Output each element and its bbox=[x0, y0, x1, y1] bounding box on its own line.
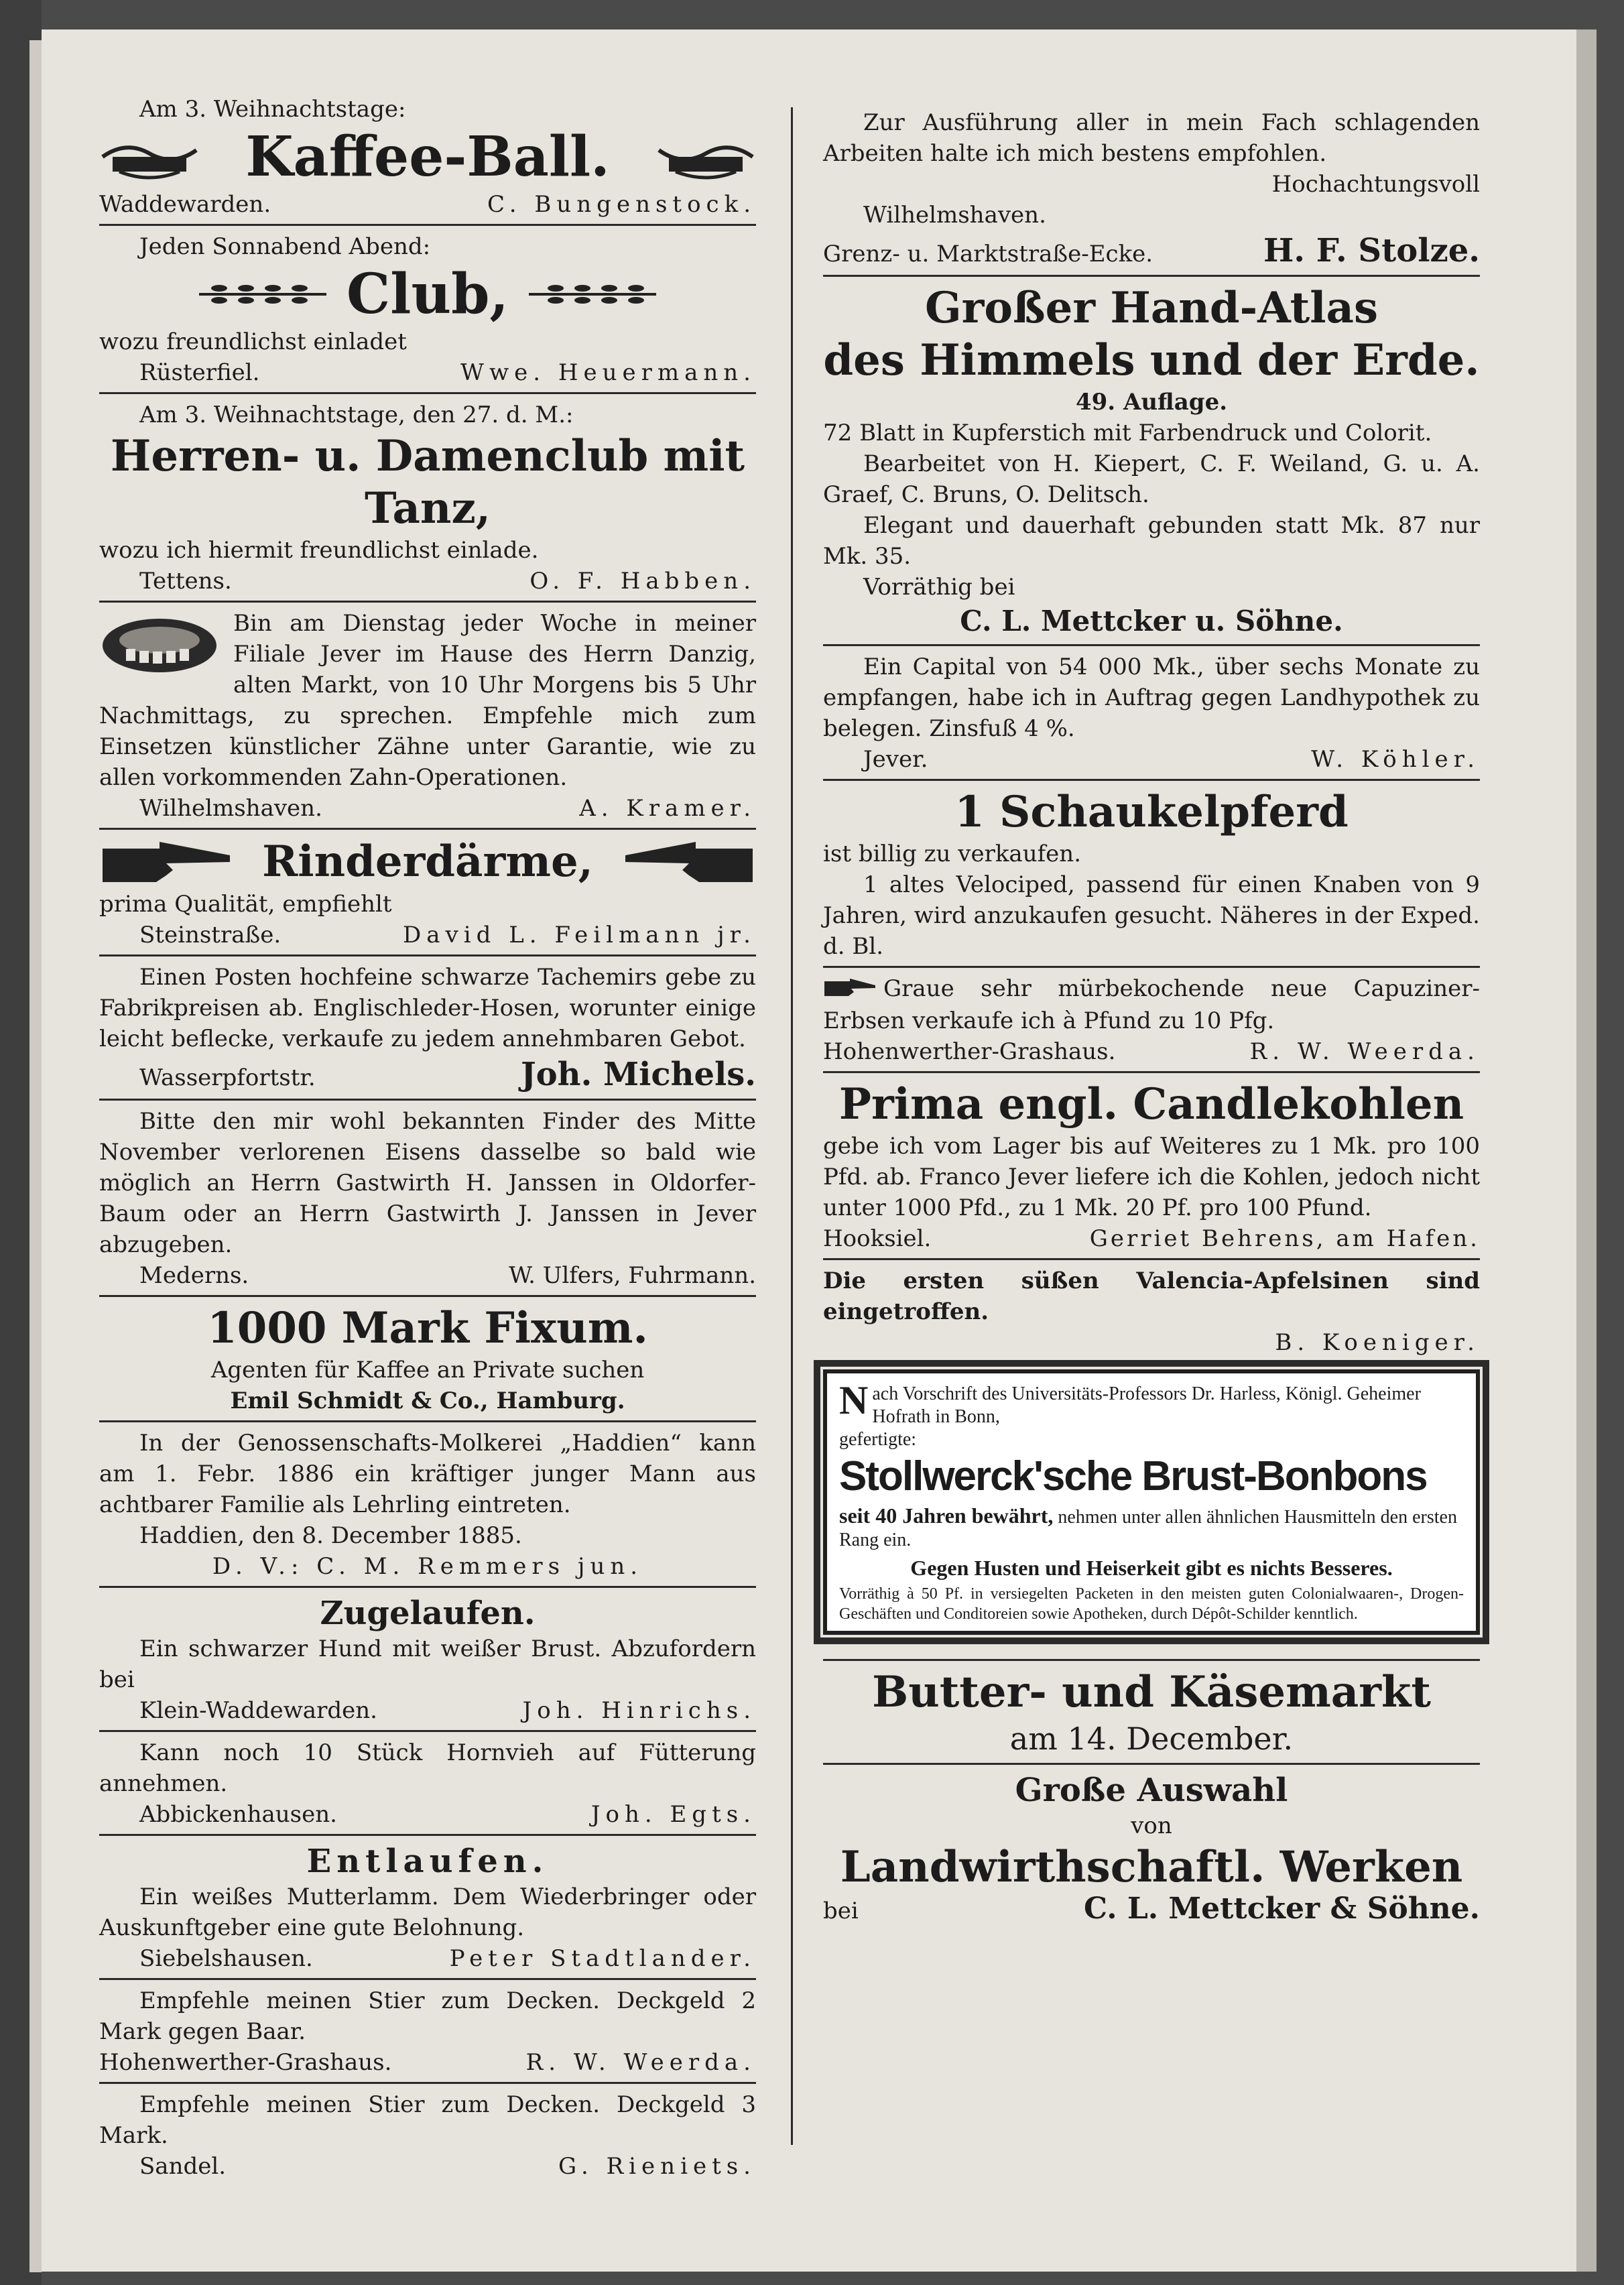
ad-signature: Joh. Hinrichs. bbox=[522, 1697, 756, 1724]
ad-separator bbox=[823, 1362, 1480, 1364]
ad-separator bbox=[99, 828, 756, 830]
ad-kaffee-ball bbox=[99, 94, 756, 220]
coffee-cup-ornament-icon bbox=[655, 133, 756, 180]
ad-signature: W. Köhler. bbox=[1311, 746, 1480, 773]
ad-place: Sandel. bbox=[139, 2153, 227, 2180]
ad-separator bbox=[823, 1071, 1480, 1073]
ad-zugelaufen bbox=[99, 1593, 756, 1726]
ad-date: Haddien, den 8. December 1885. bbox=[139, 1522, 522, 1549]
ad-separator bbox=[823, 1659, 1480, 1661]
ad-place: Wasserpfortstr. bbox=[139, 1064, 316, 1091]
ad-title: Zugelaufen. bbox=[320, 1595, 536, 1632]
ad-place: Grenz- u. Marktstraße-Ecke. bbox=[823, 241, 1153, 267]
laurel-branch-icon bbox=[199, 281, 326, 308]
ad-body: nehmen unter allen ähnlichen Hausmitteln den ersten Rang ein. bbox=[839, 1507, 1457, 1550]
ad-place: Klein-Waddewarden. bbox=[139, 1697, 377, 1724]
ad-stolze bbox=[823, 107, 1480, 271]
ad-title: Prima engl. Candlekohlen bbox=[838, 1079, 1464, 1129]
ad-erbsen bbox=[823, 973, 1480, 1067]
ad-place: Abbickenhausen. bbox=[139, 1801, 337, 1828]
ad-place: Tettens. bbox=[139, 568, 232, 595]
ad-place: Siebelshausen. bbox=[139, 1945, 313, 1972]
ad-title-line2: Landwirthschaftl. Werken bbox=[840, 1842, 1463, 1892]
ad-place: Steinstraße. bbox=[139, 922, 282, 948]
ad-body: Empfehle meinen Stier zum Decken. Deckgeld 2 Mark gegen Baar. bbox=[99, 1987, 756, 2045]
denture-illustration-icon bbox=[99, 612, 220, 682]
ad-signature: R. W. Weerda. bbox=[1249, 1038, 1480, 1065]
ad-company: Emil Schmidt & Co., Hamburg. bbox=[230, 1387, 625, 1414]
ad-separator bbox=[823, 644, 1480, 646]
ad-separator bbox=[823, 275, 1480, 277]
ad-signature: C. Bungenstock. bbox=[487, 191, 756, 218]
ad-candlekohlen bbox=[823, 1078, 1480, 1254]
ad-signature: D. V.: C. M. Remmers jun. bbox=[212, 1553, 643, 1580]
ad-body: Nach Vorschrift des Universitäts-Professors Dr. Harless, Königl. Geheimer Hofrath in Bonn, bbox=[839, 1378, 1421, 1427]
ad-signature: Joh. Egts. bbox=[590, 1801, 756, 1828]
ad-title: Herren- u. Damenclub mit Tanz, bbox=[110, 431, 745, 534]
ad-body: Graue sehr mürbekochende neue Capuziner-Erbsen verkaufe ich à Pfund zu 10 Pfg. bbox=[823, 975, 1480, 1034]
ad-signature: H. F. Stolze. bbox=[1263, 232, 1480, 269]
ad-body: Zur Ausführung aller in mein Fach schlagenden Arbeiten halte ich mich bestens empfohlen. bbox=[823, 109, 1480, 167]
ad-signature: David L. Feilmann jr. bbox=[403, 922, 756, 948]
ad-signature: Peter Stadtlander. bbox=[449, 1945, 756, 1972]
ad-signature: W. Ulfers, Fuhrmann. bbox=[509, 1262, 756, 1289]
ad-title: 1 Schaukelpferd bbox=[954, 787, 1349, 837]
ad-ulfers bbox=[99, 1106, 756, 1291]
ad-slogan: Gegen Husten und Heiserkeit gibt es nichts Besseres. bbox=[910, 1556, 1393, 1580]
ad-herrenclub bbox=[99, 399, 756, 597]
ad-place: Rüsterfiel. bbox=[139, 359, 260, 386]
ad-title: Entlaufen. bbox=[306, 1843, 549, 1880]
ad-separator bbox=[99, 1420, 756, 1422]
ad-separator bbox=[99, 2082, 756, 2084]
ad-separator bbox=[99, 1978, 756, 1980]
ad-body: 1 altes Velociped, passend für einen Knaben von 9 Jahren, wird anzukaufen gesucht. Näheres in der Exped. d. Bl. bbox=[823, 871, 1480, 960]
ad-separator bbox=[99, 1730, 756, 1732]
ad-closing: Hochachtungsvoll bbox=[1271, 171, 1480, 198]
ad-place: Waddewarden. bbox=[99, 191, 271, 218]
ad-stollwerck-box bbox=[823, 1369, 1480, 1635]
ad-separator bbox=[823, 966, 1480, 968]
left-column bbox=[99, 94, 756, 2182]
ad-place: Jever. bbox=[863, 746, 928, 773]
ad-entlaufen bbox=[99, 1841, 756, 1974]
ad-body: ist billig zu verkaufen. bbox=[823, 841, 1082, 867]
ad-signature: C. L. Mettcker u. Söhne. bbox=[960, 605, 1343, 637]
ad-separator bbox=[99, 1099, 756, 1101]
ad-body: gebe ich vom Lager bis auf Weiteres zu 1 Mk. pro 100 Pfd. ab. Franco Jever liefere ich die Kohlen, jedoch nicht unter 1000 Pfd., zu 1 Mk. 20 Pf. pro 100 Pfund. bbox=[823, 1133, 1480, 1221]
ad-separator bbox=[823, 1258, 1480, 1260]
ad-body: Elegant und dauerhaft gebunden statt Mk. 87 nur Mk. 35. bbox=[823, 512, 1480, 570]
ad-place: Hohenwerther-Grashaus. bbox=[99, 2049, 392, 2076]
ad-fixum bbox=[99, 1302, 756, 1416]
pointing-hand-right-icon bbox=[99, 835, 233, 889]
ad-signature: Wwe. Heuermann. bbox=[460, 359, 756, 386]
ad-separator bbox=[99, 601, 756, 603]
ad-brand-title: Stollwerck'sche Brust-Bonbons bbox=[839, 1453, 1427, 1499]
ad-separator bbox=[99, 1834, 756, 1836]
ad-separator bbox=[99, 954, 756, 956]
ad-separator bbox=[99, 1295, 756, 1297]
laurel-branch-icon bbox=[529, 281, 656, 308]
ad-body: Vorräthig bei bbox=[863, 574, 1015, 601]
ad-body: Kann noch 10 Stück Hornvieh auf Fütterung annehmen. bbox=[99, 1739, 756, 1797]
ad-highlight: seit 40 Jahren bewährt, bbox=[839, 1503, 1054, 1528]
ad-title-line2: des Himmels und der Erde. bbox=[823, 335, 1480, 385]
ad-landwirthschaft bbox=[823, 1770, 1480, 1926]
ad-pretext: Am 3. Weihnachtstage: bbox=[139, 96, 406, 123]
ad-body: Ein Capital von 54 000 Mk., über sechs Monate zu empfangen, habe ich in Auftrag gegen Landhypothek zu belegen. Zinsfuß 4 %. bbox=[823, 654, 1480, 742]
pointing-hand-right-icon bbox=[823, 975, 877, 1005]
ad-rinderdaerme bbox=[99, 835, 756, 950]
book-binding-edge bbox=[0, 0, 42, 2285]
ad-title: 1000 Mark Fixum. bbox=[207, 1303, 648, 1353]
ad-title: Große Auswahl bbox=[1015, 1772, 1288, 1809]
ad-body: Agenten für Kaffee an Private suchen bbox=[210, 1357, 645, 1383]
ad-title: Kaffee-Ball. bbox=[245, 125, 610, 189]
ad-body: Empfehle meinen Stier zum Decken. Deckgeld 3 Mark. bbox=[99, 2091, 756, 2149]
ad-hand-atlas bbox=[823, 282, 1480, 640]
ad-separator bbox=[99, 1586, 756, 1588]
ad-pretext: Am 3. Weihnachtstage, den 27. d. M.: bbox=[139, 402, 574, 428]
ad-title: Butter- und Käsemarkt bbox=[872, 1667, 1431, 1717]
ad-signature: Joh. Michels. bbox=[520, 1056, 756, 1093]
ad-schaukelpferd bbox=[823, 786, 1480, 962]
ad-body: Bearbeitet von H. Kiepert, C. F. Weiland, G. u. A. Graef, C. Bruns, O. Delitsch. bbox=[823, 450, 1480, 508]
ad-body: von bbox=[1131, 1812, 1172, 1839]
ad-signature: R. W. Weerda. bbox=[525, 2049, 756, 2076]
ad-haddien bbox=[99, 1428, 756, 1582]
ad-body: Die ersten süßen Valencia-Apfelsinen sind eingetroffen. bbox=[823, 1268, 1480, 1325]
ad-apfelsinen bbox=[823, 1265, 1480, 1358]
ad-stier-rieniets bbox=[99, 2089, 756, 2182]
ad-separator bbox=[823, 779, 1480, 781]
ad-body: gefertigte: bbox=[839, 1429, 917, 1450]
page-right-edge bbox=[1576, 29, 1597, 2272]
ad-body: 72 Blatt in Kupferstich mit Farbendruck und Colorit. bbox=[823, 420, 1432, 446]
ad-hornvieh bbox=[99, 1737, 756, 1830]
ad-pretext: Jeden Sonnabend Abend: bbox=[139, 233, 431, 260]
ad-capital bbox=[823, 652, 1480, 775]
ad-body: wozu ich hiermit freundlichst einlade. bbox=[99, 537, 539, 564]
column-divider bbox=[791, 107, 793, 2145]
ad-butter-kaesemarkt bbox=[823, 1666, 1480, 1759]
right-column bbox=[823, 107, 1480, 1926]
ad-signature: A. Kramer. bbox=[579, 795, 756, 822]
ad-separator bbox=[99, 224, 756, 226]
ad-title: Großer Hand-Atlas bbox=[924, 283, 1379, 333]
ad-signature: Gerriet Behrens, am Hafen. bbox=[1089, 1225, 1480, 1252]
ad-date: am 14. December. bbox=[1009, 1721, 1294, 1757]
ad-body: Ein schwarzer Hund mit weißer Brust. Abzufordern bei bbox=[99, 1635, 756, 1693]
ad-title: Club, bbox=[347, 262, 509, 326]
ad-michels bbox=[99, 962, 756, 1095]
ad-body: Vorräthig à 50 Pf. in versiegelten Packeten in den meisten guten Colonialwaaren-, Drogen-Geschäften und Conditoreien sowie Apotheken, durch Dépôt-Schilder kenntlich. bbox=[839, 1585, 1464, 1623]
ad-signature: C. L. Mettcker & Söhne. bbox=[1083, 1892, 1480, 1926]
ad-stier-weerda bbox=[99, 1985, 756, 2078]
ad-title: Rinderdärme, bbox=[262, 837, 593, 887]
ad-signature: G. Rieniets. bbox=[558, 2153, 756, 2180]
ad-place: Hooksiel. bbox=[823, 1225, 932, 1252]
ad-body: Bitte den mir wohl bekannten Finder des Mitte November verlorenen Eisens dasselbe so bald wie möglich an Herrn Gastwirth H. Janssen in Oldorfer-Baum oder an Herrn Gastwirth J. Janssen in Jever abzugeben. bbox=[99, 1108, 756, 1258]
ad-place: Wilhelmshaven. bbox=[139, 795, 322, 822]
ad-body: In der Genossenschafts-Molkerei „Haddien“ kann am 1. Febr. 1886 ein kräftiger junger Mann aus achtbarer Familie als Lehrling eintreten. bbox=[99, 1430, 756, 1518]
ad-pretext: bei bbox=[823, 1898, 859, 1924]
ad-separator bbox=[99, 392, 756, 394]
pointing-hand-left-icon bbox=[622, 835, 756, 889]
ad-body: Ein weißes Mutterlamm. Dem Wiederbringer oder Auskunftgeber eine gute Belohnung. bbox=[99, 1883, 756, 1941]
ad-place: Mederns. bbox=[139, 1262, 249, 1289]
ad-club bbox=[99, 231, 756, 388]
ad-body: Einen Posten hochfeine schwarze Tachemirs gebe zu Fabrikpreisen ab. Englischleder-Hosen, worunter einige leicht beflecke, verkaufe zu jedem annehmbaren Gebot. bbox=[99, 964, 756, 1052]
ad-place: Hohenwerther-Grashaus. bbox=[823, 1038, 1116, 1065]
ad-body: prima Qualität, empfiehlt bbox=[99, 891, 392, 918]
coffee-cup-ornament-icon bbox=[99, 133, 200, 180]
ad-city: Wilhelmshaven. bbox=[863, 202, 1046, 229]
ad-signature: B. Koeniger. bbox=[1275, 1329, 1480, 1356]
ad-zahnarzt bbox=[99, 608, 756, 824]
ad-edition: 49. Auflage. bbox=[1075, 389, 1228, 416]
ad-body: wozu freundlichst einladet bbox=[99, 328, 407, 355]
ad-body: Bin am Dienstag jeder Woche in meiner Filiale Jever im Hause des Herrn Danzig, alten Markt, von 10 Uhr Morgens bis 5 Uhr Nachmittags, zu sprechen. Empfehle mich zum Einsetzen künstlicher Zähne unter Garantie, wie zu allen vorkommenden Zahn-Operationen. bbox=[99, 610, 756, 791]
ad-signature: O. F. Habben. bbox=[529, 568, 756, 595]
ad-separator bbox=[823, 1763, 1480, 1765]
